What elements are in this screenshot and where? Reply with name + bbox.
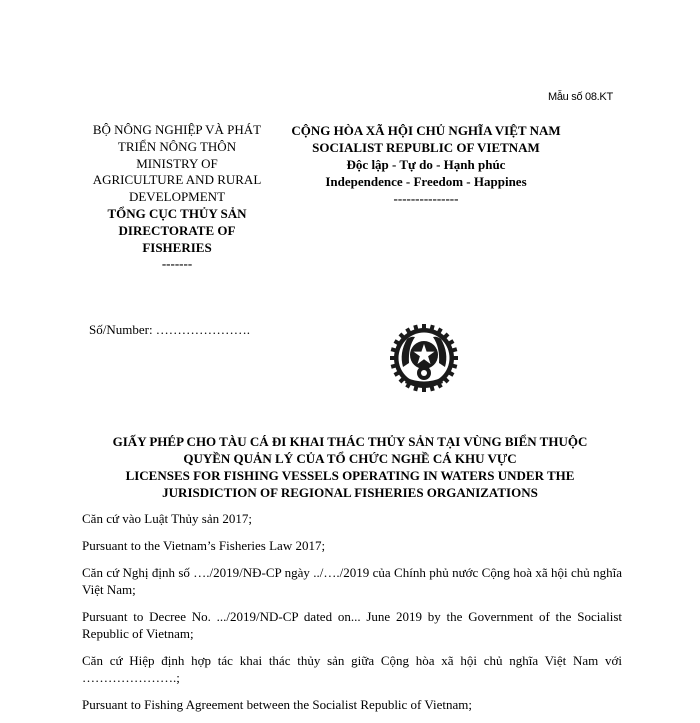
title-vi-line-1: GIẤY PHÉP CHO TÀU CÁ ĐI KHAI THÁC THỦY SẢN TẠI VÙNG BIỂN THUỘC	[112, 434, 588, 449]
country-name-en: SOCIALIST REPUBLIC OF VIETNAM	[312, 140, 540, 155]
ministry-name-en: MINISTRY OF AGRICULTURE AND RURAL DEVELOPMENT	[92, 155, 262, 205]
legal-basis-text	[82, 510, 622, 723]
issuing-authority-header	[92, 122, 262, 273]
motto-en: Independence - Freedom - Happines	[325, 174, 527, 189]
basis-paragraph: Căn cứ Hiệp định hợp tác khai thác thủy sản giữa Cộng hòa xã hội chủ nghĩa Việt Nam với ………………….;	[82, 653, 622, 685]
basis-paragraph: Căn cứ Nghị định số …./2019/NĐ-CP ngày ../…./2019 của Chính phủ nước Cộng hoà xã hội chủ nghĩa Việt Nam;	[82, 565, 622, 597]
title-en-line-2: JURISDICTION OF REGIONAL FISHERIES ORGANIZATIONS	[162, 485, 538, 500]
motto-vi: Độc lập - Tự do - Hạnh phúc	[346, 157, 506, 172]
document-number: Số/Number: ………………….	[89, 322, 251, 337]
ministry-name-vi: BỘ NÔNG NGHIỆP VÀ PHÁT TRIỂN NÔNG THÔN	[92, 122, 262, 154]
directorate-name-en: DIRECTORATE OF FISHERIES	[118, 222, 236, 255]
basis-paragraph: Pursuant to Fishing Agreement between the Socialist Republic of Vietnam;	[82, 697, 472, 712]
title-en-line-1: LICENSES FOR FISHING VESSELS OPERATING IN WATERS UNDER THE	[125, 468, 575, 483]
basis-paragraph: Pursuant to Decree No. .../2019/ND-CP dated on... June 2019 by the Government of the Socialist Republic of Vietnam;	[82, 609, 622, 641]
right-separator: ---------------	[393, 191, 459, 206]
country-name-vi: CỘNG HÒA XÃ HỘI CHỦ NGHĨA VIỆT NAM	[291, 123, 561, 138]
license-title	[40, 433, 660, 501]
basis-paragraph: Căn cứ vào Luật Thủy sản 2017;	[82, 511, 252, 526]
form-number: Mẫu số 08.KT	[548, 91, 613, 103]
directorate-name-vi: TỔNG CỤC THỦY SẢN	[107, 205, 247, 221]
title-vi-line-2: QUYỀN QUẢN LÝ CỦA TỔ CHỨC NGHỀ CÁ KHU VỰC	[183, 451, 517, 466]
left-separator: -------	[161, 256, 193, 272]
national-header	[270, 122, 582, 207]
basis-paragraph: Pursuant to the Vietnam’s Fisheries Law 2017;	[82, 538, 326, 553]
national-emblem-icon	[389, 323, 459, 393]
